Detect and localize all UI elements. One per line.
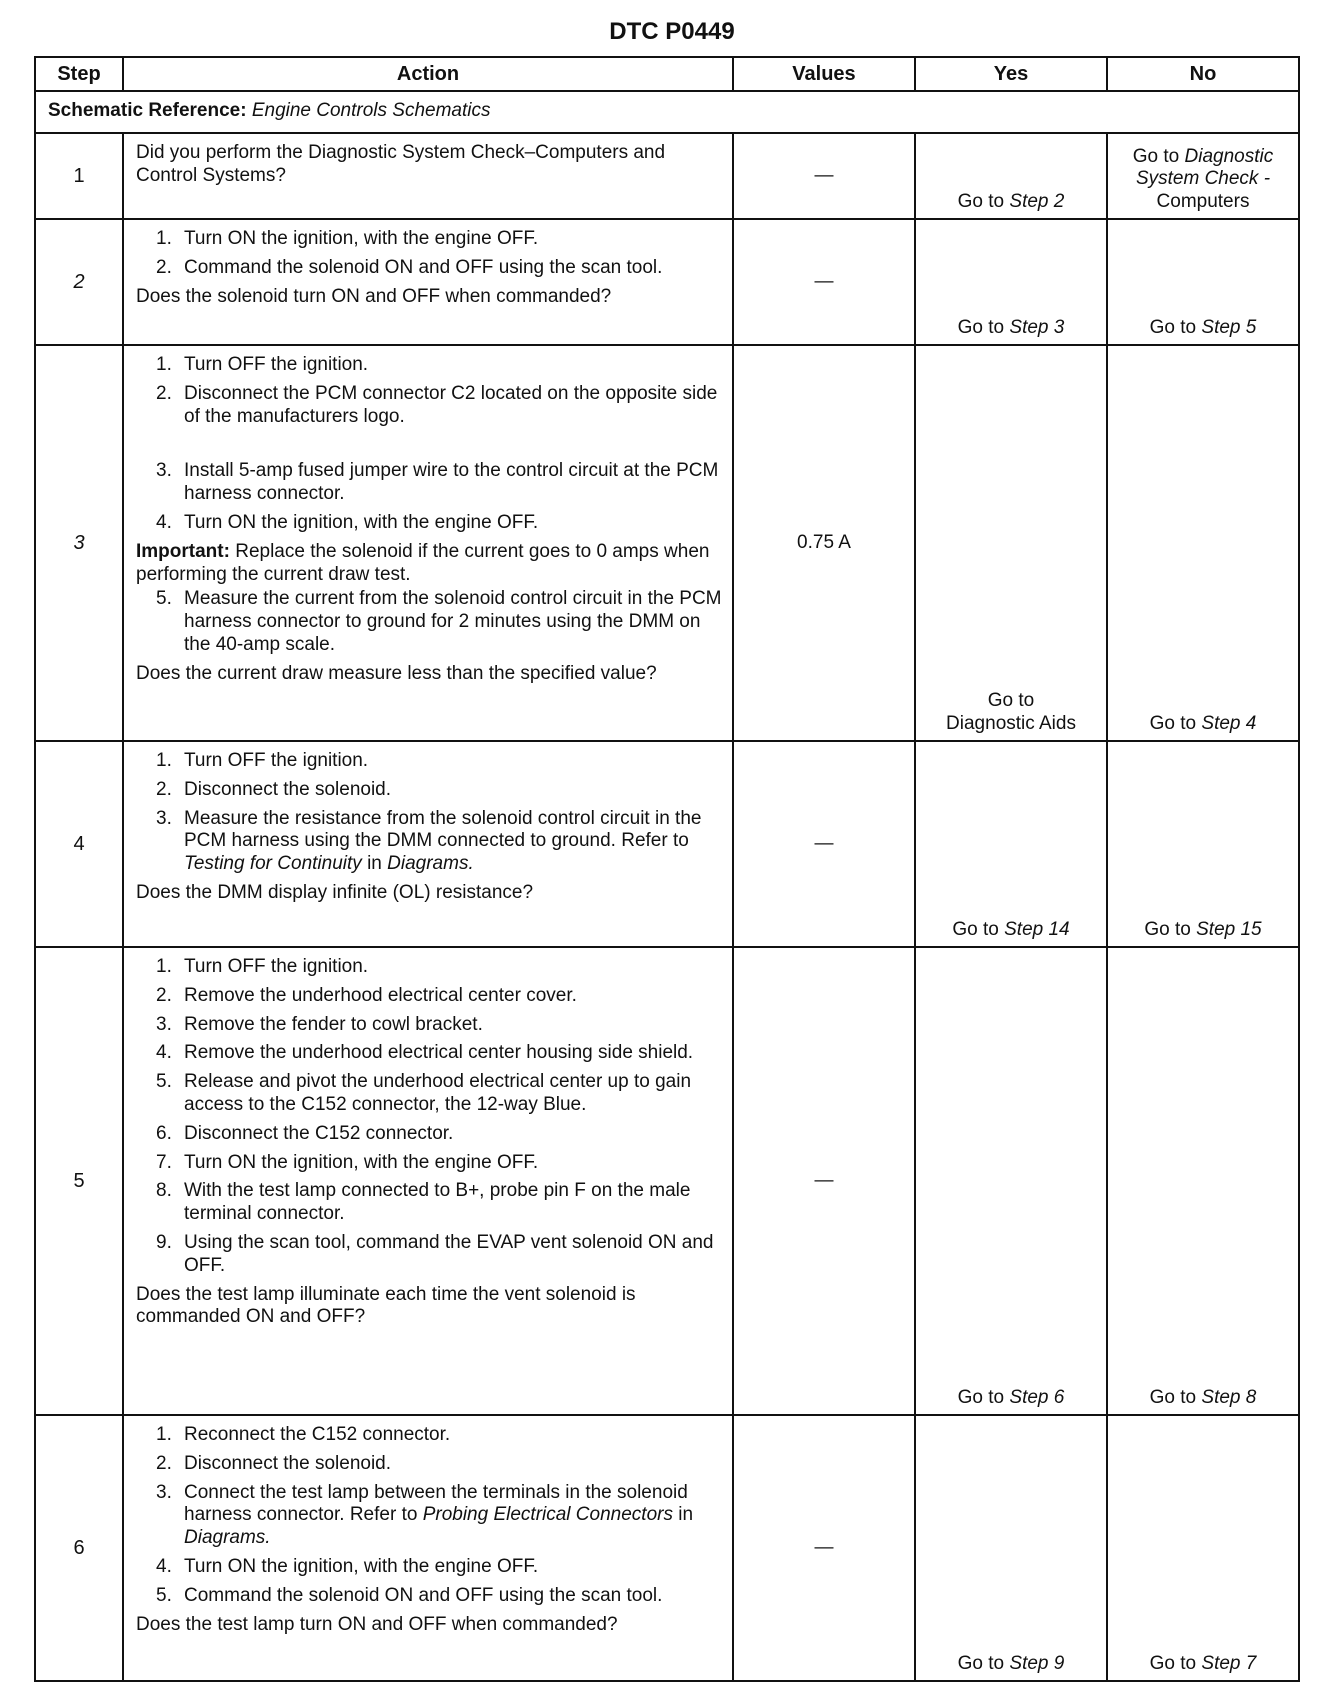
yes-cell: Go to Step 14 <box>915 741 1107 947</box>
list-item: 4. Remove the underhood electrical center housing side shield. <box>156 1042 694 1064</box>
continuity-link[interactable]: Testing for Continuity <box>184 853 362 875</box>
action-cell <box>123 1415 733 1681</box>
no-suffix: Computers <box>1156 191 1250 213</box>
list-item: 2. Remove the underhood electrical center cover. <box>156 984 577 1006</box>
yes-cell: Go to Step 9 <box>915 1415 1107 1681</box>
diagrams-link[interactable]: Diagrams. <box>184 1527 271 1549</box>
page-title: DTC P0449 <box>609 18 735 45</box>
list-item: 1. Turn OFF the ignition. <box>156 956 369 977</box>
action-question: Does the test lamp illuminate each time the vent solenoid is commanded ON and OFF? <box>136 1283 636 1328</box>
action-list <box>136 354 724 428</box>
action-cell <box>123 741 733 947</box>
step-number: 5 <box>35 947 123 1415</box>
probing-link[interactable]: Probing Electrical Connectors <box>422 1504 673 1526</box>
list-item: 1. Reconnect the C152 connector. <box>156 1424 451 1445</box>
no-link[interactable]: Step 5 <box>1201 317 1257 339</box>
table-row <box>35 1415 1299 1681</box>
no-cell: Go to Step 15 <box>1107 741 1299 947</box>
table-row <box>35 133 1299 219</box>
list-item: 1. Turn OFF the ignition. <box>156 354 369 375</box>
list-item: 2. Disconnect the solenoid. <box>156 778 392 800</box>
step-number: 4 <box>35 741 123 947</box>
list-item: 8. With the test lamp connected to B+, probe pin F on the male terminal connector. <box>156 1180 691 1225</box>
yes-link[interactable]: Step 3 <box>1009 317 1065 339</box>
values-cell: 0.75 A <box>733 345 915 741</box>
list-item: 6. Disconnect the C152 connector. <box>156 1122 454 1144</box>
list-item: 5. Command the solenoid ON and OFF using the scan tool. <box>156 1584 663 1606</box>
header-yes: Yes <box>915 57 1107 91</box>
yes-cell: Go to Step 3 <box>915 219 1107 345</box>
list-item: 7. Turn ON the ignition, with the engine OFF. <box>156 1151 539 1173</box>
yes-link[interactable]: Step 2 <box>1009 191 1065 213</box>
no-prefix: Go to <box>1132 145 1185 167</box>
list-item: 3. Install 5-amp fused jumper wire to the control circuit at the PCM harness connector. <box>156 460 719 505</box>
yes-link[interactable]: Diagnostic Aids <box>946 713 1076 735</box>
action-cell <box>123 947 733 1415</box>
step-number: 2 <box>35 219 123 345</box>
no-cell: Go to Step 7 <box>1107 1415 1299 1681</box>
action-cell <box>123 345 733 741</box>
table-row <box>35 345 1299 741</box>
no-cell: Go to Step 5 <box>1107 219 1299 345</box>
action-question: Did you perform the Diagnostic System Check–Computers and Control Systems? <box>136 142 666 186</box>
header-row <box>35 57 1299 91</box>
action-question: Does the DMM display infinite (OL) resistance? <box>136 881 534 903</box>
list-item: 2. Command the solenoid ON and OFF using the scan tool. <box>156 256 663 278</box>
yes-prefix: Go to <box>957 191 1010 213</box>
diagnostic-table <box>34 56 1300 1682</box>
yes-cell: Go to Diagnostic Aids <box>915 345 1107 741</box>
action-list <box>136 588 724 656</box>
values-cell: — <box>733 133 915 219</box>
action-list <box>136 750 724 876</box>
list-item: 3. Remove the fender to cowl bracket. <box>156 1013 483 1035</box>
no-cell <box>1107 133 1299 219</box>
action-cell <box>123 133 733 219</box>
table-row <box>35 947 1299 1415</box>
values-cell: — <box>733 219 915 345</box>
yes-cell: Go to Step 6 <box>915 947 1107 1415</box>
action-list <box>136 460 724 534</box>
step-number: 6 <box>35 1415 123 1681</box>
header-values: Values <box>733 57 915 91</box>
no-link[interactable]: Step 7 <box>1201 1653 1257 1675</box>
yes-link[interactable]: Step 14 <box>1004 919 1070 941</box>
no-cell: Go to Step 8 <box>1107 947 1299 1415</box>
yes-cell <box>915 133 1107 219</box>
important-note: Important: Replace the solenoid if the current goes to 0 amps when performing the current draw test. <box>136 540 710 585</box>
list-item: 5. Measure the current from the solenoid control circuit in the PCM harness connector to ground for 2 minutes using the DMM on the 40-amp scale. <box>156 588 722 655</box>
no-link[interactable]: Step 8 <box>1201 1387 1257 1409</box>
table-row <box>35 741 1299 947</box>
schematic-link[interactable]: Engine Controls Schematics <box>251 100 491 121</box>
list-item: 1. Turn ON the ignition, with the engine OFF. <box>156 228 539 249</box>
yes-link[interactable]: Step 6 <box>1009 1387 1065 1409</box>
schematic-reference <box>35 91 1299 133</box>
action-list <box>136 228 724 280</box>
list-item: 4. Turn ON the ignition, with the engine OFF. <box>156 1555 539 1577</box>
no-link[interactable]: Step 15 <box>1196 919 1262 941</box>
action-question: Does the solenoid turn ON and OFF when commanded? <box>136 285 612 307</box>
action-list <box>136 1424 724 1608</box>
list-item: 1. Turn OFF the ignition. <box>156 750 369 771</box>
list-item: 4. Turn ON the ignition, with the engine OFF. <box>156 511 539 533</box>
schematic-row <box>35 91 1299 133</box>
step-number: 3 <box>35 345 123 741</box>
values-cell: — <box>733 741 915 947</box>
no-link[interactable]: Step 4 <box>1201 713 1257 735</box>
schematic-label: Schematic Reference: <box>48 100 247 121</box>
list-item: 9. Using the scan tool, command the EVAP vent solenoid ON and OFF. <box>156 1231 714 1276</box>
values-cell: — <box>733 1415 915 1681</box>
list-item: 3. Measure the resistance from the solenoid control circuit in the PCM harness using the DMM connected to ground. Refer to Testing for Continuity in Diagrams. <box>156 807 702 875</box>
header-no: No <box>1107 57 1299 91</box>
diagrams-link[interactable]: Diagrams. <box>387 853 474 875</box>
table-row <box>35 219 1299 345</box>
values-cell: — <box>733 947 915 1415</box>
header-step: Step <box>35 57 123 91</box>
step-number: 1 <box>35 133 123 219</box>
no-cell: Go to Step 4 <box>1107 345 1299 741</box>
yes-link[interactable]: Step 9 <box>1009 1653 1065 1675</box>
list-item: 3. Connect the test lamp between the terminals in the solenoid harness connector. Refer to Probing Electrical Connectors in Diagrams. <box>156 1481 694 1549</box>
no-link[interactable]: Diagnostic System Check - <box>1135 145 1274 190</box>
action-list <box>136 956 724 1278</box>
action-question: Does the test lamp turn ON and OFF when commanded? <box>136 1613 618 1635</box>
action-cell <box>123 219 733 345</box>
list-item: 2. Disconnect the solenoid. <box>156 1452 392 1474</box>
action-question: Does the current draw measure less than the specified value? <box>136 662 657 684</box>
list-item: 2. Disconnect the PCM connector C2 located on the opposite side of the manufacturers logo. <box>156 382 718 427</box>
list-item: 5. Release and pivot the underhood electrical center up to gain access to the C152 connector, the 12-way Blue. <box>156 1071 692 1115</box>
header-action: Action <box>123 57 733 91</box>
